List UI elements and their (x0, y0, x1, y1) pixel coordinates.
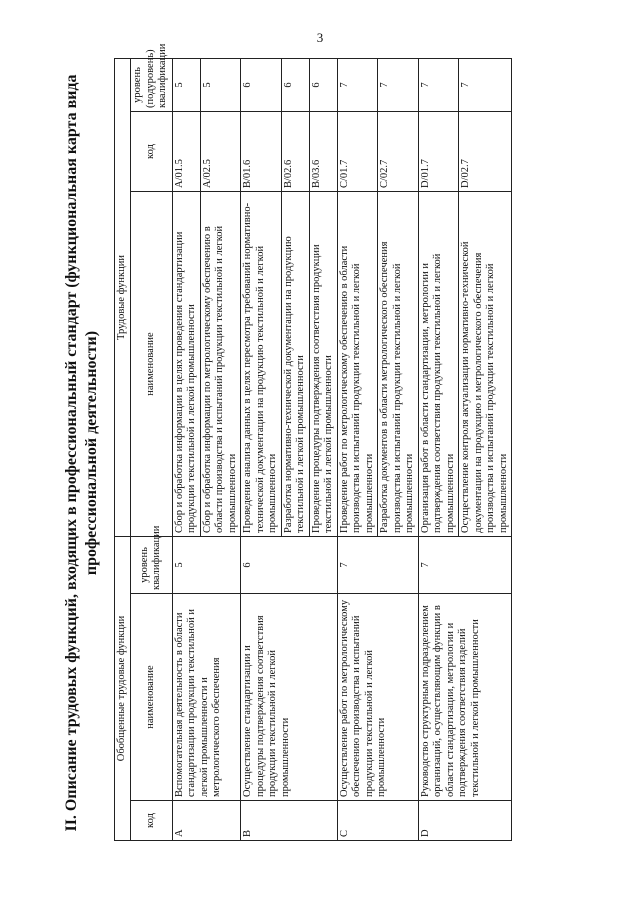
function-code-cell: A/01.5 (172, 112, 200, 192)
function-name-cell: Разработка нормативно-технической документации на продукцию текстильной и легкой промышленности (281, 192, 309, 537)
title-line-2: профессиональной деятельности) (83, 330, 100, 576)
table-row (337, 58, 378, 840)
header-labor-functions: Трудовые функции (115, 58, 131, 536)
function-code-cell: B/02.6 (281, 112, 309, 192)
function-name-cell: Организация работ в области стандартизации, метрологии и подтверждения соответствия продукции текстильной и легкой промышленности (418, 192, 459, 537)
header-row-top (115, 58, 131, 840)
header-function-name: наименование (130, 192, 172, 537)
header-row-sub (130, 58, 172, 840)
table-row (172, 58, 200, 840)
header-function-code: код (130, 112, 172, 192)
function-code-cell: D/01.7 (418, 112, 459, 192)
header-name: наименование (130, 594, 172, 801)
table-row (418, 58, 459, 840)
function-name-cell: Разработка документов в области метрологического обеспечения производства и испытаний продукции текстильной и легкой промышленности (378, 192, 419, 537)
function-level-cell: 6 (241, 58, 282, 111)
generalized-code-cell: A (172, 801, 241, 841)
function-code-cell: C/02.7 (378, 112, 419, 192)
function-level-cell: 7 (337, 58, 378, 111)
generalized-code-cell: D (418, 801, 512, 841)
function-level-cell: 6 (281, 58, 309, 111)
function-name-cell: Проведение работ по метрологическому обеспечению в области производства и испытаний продукции текстильной и легкой промышленности (337, 192, 378, 537)
function-name-cell: Сбор и обработка информации в целях проведения стандартизации продукции текстильной и легкой промышленности (172, 192, 200, 537)
generalized-name-cell: Вспомогательная деятельность в области стандартизации продукции текстильной и легкой промышленности и метрологического обеспечения (172, 594, 241, 801)
function-level-cell: 6 (309, 58, 337, 111)
function-name-cell: Сбор и обработка информации по метрологическому обеспечению в области производства и испытаний продукции текстильной и легкой промышленности (200, 192, 241, 537)
function-level-cell: 7 (459, 58, 512, 111)
function-name-cell: Проведение анализа данных в целях пересмотра требований нормативно-технической документации на продукцию текстильной и легкой промышленности (241, 192, 282, 537)
function-level-cell: 5 (172, 58, 200, 111)
function-code-cell: B/01.6 (241, 112, 282, 192)
section-title (62, 35, 102, 871)
function-code-cell: C/01.7 (337, 112, 378, 192)
header-code: код (130, 801, 172, 841)
rotated-page-content (0, 13, 640, 893)
title-line-1: II. Описание трудовых функций, входящих в профессиональный стандарт (функциональная карта вида (63, 74, 80, 832)
generalized-level-cell: 5 (172, 537, 241, 594)
generalized-code-cell: C (337, 801, 418, 841)
function-code-cell: B/03.6 (309, 112, 337, 192)
table-row (241, 58, 282, 840)
function-code-cell: D/02.7 (459, 112, 512, 192)
function-level-cell: 5 (200, 58, 241, 111)
functional-map-table (114, 43, 512, 841)
generalized-name-cell: Осуществление стандартизации и процедуры подтверждения соответствия продукции текстильной и легкой промышленности (241, 594, 338, 801)
generalized-level-cell: 6 (241, 537, 338, 594)
function-level-cell: 7 (418, 58, 459, 111)
header-generalized-functions: Обобщенные трудовые функции (115, 537, 131, 841)
function-code-cell: A/02.5 (200, 112, 241, 192)
generalized-code-cell: B (241, 801, 338, 841)
header-function-level: уровень (подуровень) квалификации (130, 58, 172, 111)
function-level-cell: 7 (378, 58, 419, 111)
generalized-level-cell: 7 (418, 537, 512, 594)
function-name-cell: Осуществление контроля актуализации нормативно-технической документации на продукцию и метрологического обеспечения производства и испытаний продукции текстильной и легкой промышленности (459, 192, 512, 537)
generalized-name-cell: Осуществление работ по метрологическому обеспечению производства и испытаний продукции текстильной и легкой промышленности (337, 594, 418, 801)
generalized-level-cell: 7 (337, 537, 418, 594)
generalized-name-cell: Руководство структурным подразделением организаций, осуществляющим функции в области стандартизации, метрологии и подтверждения соответствия изделий текстильной и легкой промышленности (418, 594, 512, 801)
header-level: уровень квалификации (130, 537, 172, 594)
page-number: 3 (316, 30, 324, 45)
function-name-cell: Проведение процедуры подтверждения соответствия продукции текстильной и легкой промышленности (309, 192, 337, 537)
